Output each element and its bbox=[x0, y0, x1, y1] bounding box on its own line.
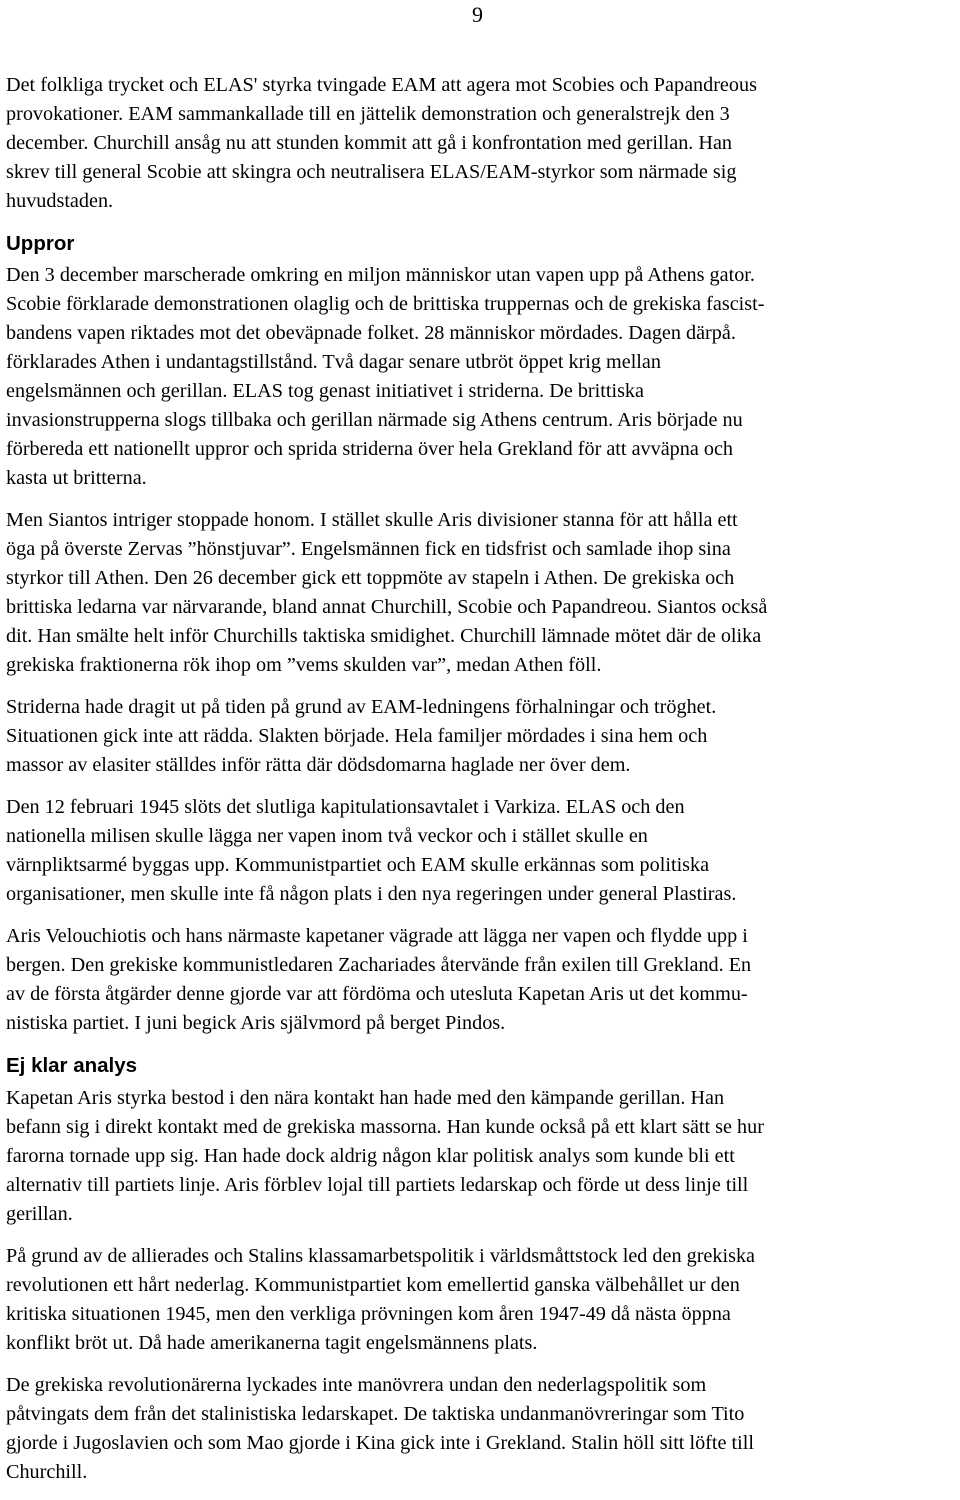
section-heading: Ej klar analys bbox=[6, 1054, 138, 1077]
text-line: grekiska fraktionerna rök ihop om ”vems skulden var”, medan Athen föll. bbox=[6, 654, 602, 676]
text-line: brittiska ledarna var närvarande, bland annat Churchill, Scobie och Papandreou. Siantos också bbox=[6, 596, 768, 618]
text-line: revolutionen ett hårt nederlag. Kommunistpartiet kom emellertid ganska välbehållet ur den bbox=[6, 1274, 740, 1296]
text-line: farorna tornade upp sig. Han hade dock aldrig någon klar politisk analys som kunde bli ett bbox=[6, 1145, 735, 1167]
text-line: Churchill. bbox=[6, 1461, 88, 1483]
text-line: påtvingats dem från det stalinistiska ledarskapet. De taktiska undanmanövreringar som Tito bbox=[6, 1403, 745, 1425]
text-line: organisationer, men skulle inte få någon plats i den nya regeringen under general Plastiras. bbox=[6, 883, 737, 905]
text-line: styrkor till Athen. Den 26 december gick ett toppmöte av stapeln i Athen. De grekiska och bbox=[6, 567, 735, 589]
text-line: kritiska situationen 1945, men den verkliga prövningen kom åren 1947-49 då nästa öppna bbox=[6, 1303, 731, 1325]
text-line: december. Churchill ansåg nu att stunden kommit att gå i konfrontation med gerillan. Han bbox=[6, 132, 733, 154]
text-line: De grekiska revolutionärerna lyckades inte manövrera undan den nederlagspolitik som bbox=[6, 1374, 707, 1396]
text-line: massor av elasiter ställdes inför rätta där dödsdomarna haglade ner över dem. bbox=[6, 754, 631, 776]
text-line: befann sig i direkt kontakt med de grekiska massorna. Han kunde också på ett klart sätt se hur bbox=[6, 1116, 764, 1138]
text-line: Kapetan Aris styrka bestod i den nära kontakt han hade med den kämpande gerillan. Han bbox=[6, 1087, 725, 1109]
text-line: Striderna hade dragit ut på tiden på grund av EAM-ledningens förhalningar och tröghet. bbox=[6, 696, 717, 718]
text-line: Den 3 december marscherade omkring en miljon människor utan vapen upp på Athens gator. bbox=[6, 264, 755, 286]
text-line: Men Siantos intriger stoppade honom. I stället skulle Aris divisioner stanna för att hålla ett bbox=[6, 509, 738, 531]
document-body bbox=[6, 71, 954, 1500]
paragraph bbox=[6, 693, 954, 780]
text-line: förbereda ett nationellt uppror och sprida striderna över hela Grekland för att avväpna och bbox=[6, 438, 734, 460]
text-line: provokationer. EAM sammankallade till en jättelik demonstration och generalstrejk den 3 bbox=[6, 103, 730, 125]
section-heading: Uppror bbox=[6, 232, 75, 255]
paragraph bbox=[6, 71, 954, 216]
text-line: konflikt bröt ut. Då hade amerikanerna tagit engelsmännens plats. bbox=[6, 1332, 538, 1354]
text-line: bandens vapen riktades mot det obeväpnade folket. 28 människor mördades. Dagen därpå. bbox=[6, 322, 736, 344]
text-line: av de första åtgärder denne gjorde var att fördöma och utesluta Kapetan Aris ut det kommu- bbox=[6, 983, 748, 1005]
text-line: förklarades Athen i undantagstillstånd. Två dagar senare utbröt öppet krig mellan bbox=[6, 351, 661, 373]
text-line: Den 12 februari 1945 slöts det slutliga kapitulationsavtalet i Varkiza. ELAS och den bbox=[6, 796, 685, 818]
text-line: öga på överste Zervas ”hönstjuvar”. Engelsmännen fick en tidsfrist och samlade ihop sina bbox=[6, 538, 731, 560]
paragraph bbox=[6, 922, 954, 1038]
paragraph bbox=[6, 506, 954, 680]
text-line: Situationen gick inte att rädda. Slakten började. Hela familjer mördades i sina hem och bbox=[6, 725, 708, 747]
text-line: gjorde i Jugoslavien och som Mao gjorde i Kina gick inte i Grekland. Stalin höll sitt löfte till bbox=[6, 1432, 754, 1454]
text-line: dit. Han smälte helt inför Churchills taktiska smidighet. Churchill lämnade mötet där de olika bbox=[6, 625, 762, 647]
text-line: alternativ till partiets linje. Aris förblev lojal till partiets ledarskap och förde ut dess linje till bbox=[6, 1174, 749, 1196]
text-line: Det folkliga trycket och ELAS' styrka tvingade EAM att agera mot Scobies och Papandreous bbox=[6, 74, 757, 96]
text-line: huvudstaden. bbox=[6, 190, 114, 212]
text-line: kasta ut britterna. bbox=[6, 467, 147, 489]
paragraph bbox=[6, 261, 954, 493]
text-line: På grund av de allierades och Stalins klassamarbetspolitik i världsmåttstock led den grekiska bbox=[6, 1245, 755, 1267]
text-line: värnpliktsarmé byggas upp. Kommunistpartiet och EAM skulle erkännas som politiska bbox=[6, 854, 710, 876]
paragraph bbox=[6, 1084, 954, 1229]
text-line: nationella milisen skulle lägga ner vapen inom två veckor och i stället skulle en bbox=[6, 825, 648, 847]
text-line: nistiska partiet. I juni begick Aris självmord på berget Pindos. bbox=[6, 1012, 506, 1034]
text-line: gerillan. bbox=[6, 1203, 73, 1225]
text-line: Scobie förklarade demonstrationen olaglig och de brittiska truppernas och de grekiska fascist- bbox=[6, 293, 765, 315]
text-line: bergen. Den grekiske kommunistledaren Zachariades återvände från exilen till Grekland. En bbox=[6, 954, 752, 976]
text-line: engelsmännen och gerillan. ELAS tog genast initiativet i striderna. De brittiska bbox=[6, 380, 644, 402]
paragraph bbox=[6, 1242, 954, 1358]
paragraph bbox=[6, 793, 954, 909]
page-number: 9 bbox=[472, 2, 483, 27]
text-line: skrev till general Scobie att skingra och neutralisera ELAS/EAM-styrkor som närmade sig bbox=[6, 161, 737, 183]
text-line: invasionstrupperna slogs tillbaka och gerillan närmade sig Athens centrum. Aris började nu bbox=[6, 409, 743, 431]
text-line: Aris Velouchiotis och hans närmaste kapetaner vägrade att lägga ner vapen och flydde upp i bbox=[6, 925, 748, 947]
paragraph bbox=[6, 1371, 954, 1487]
